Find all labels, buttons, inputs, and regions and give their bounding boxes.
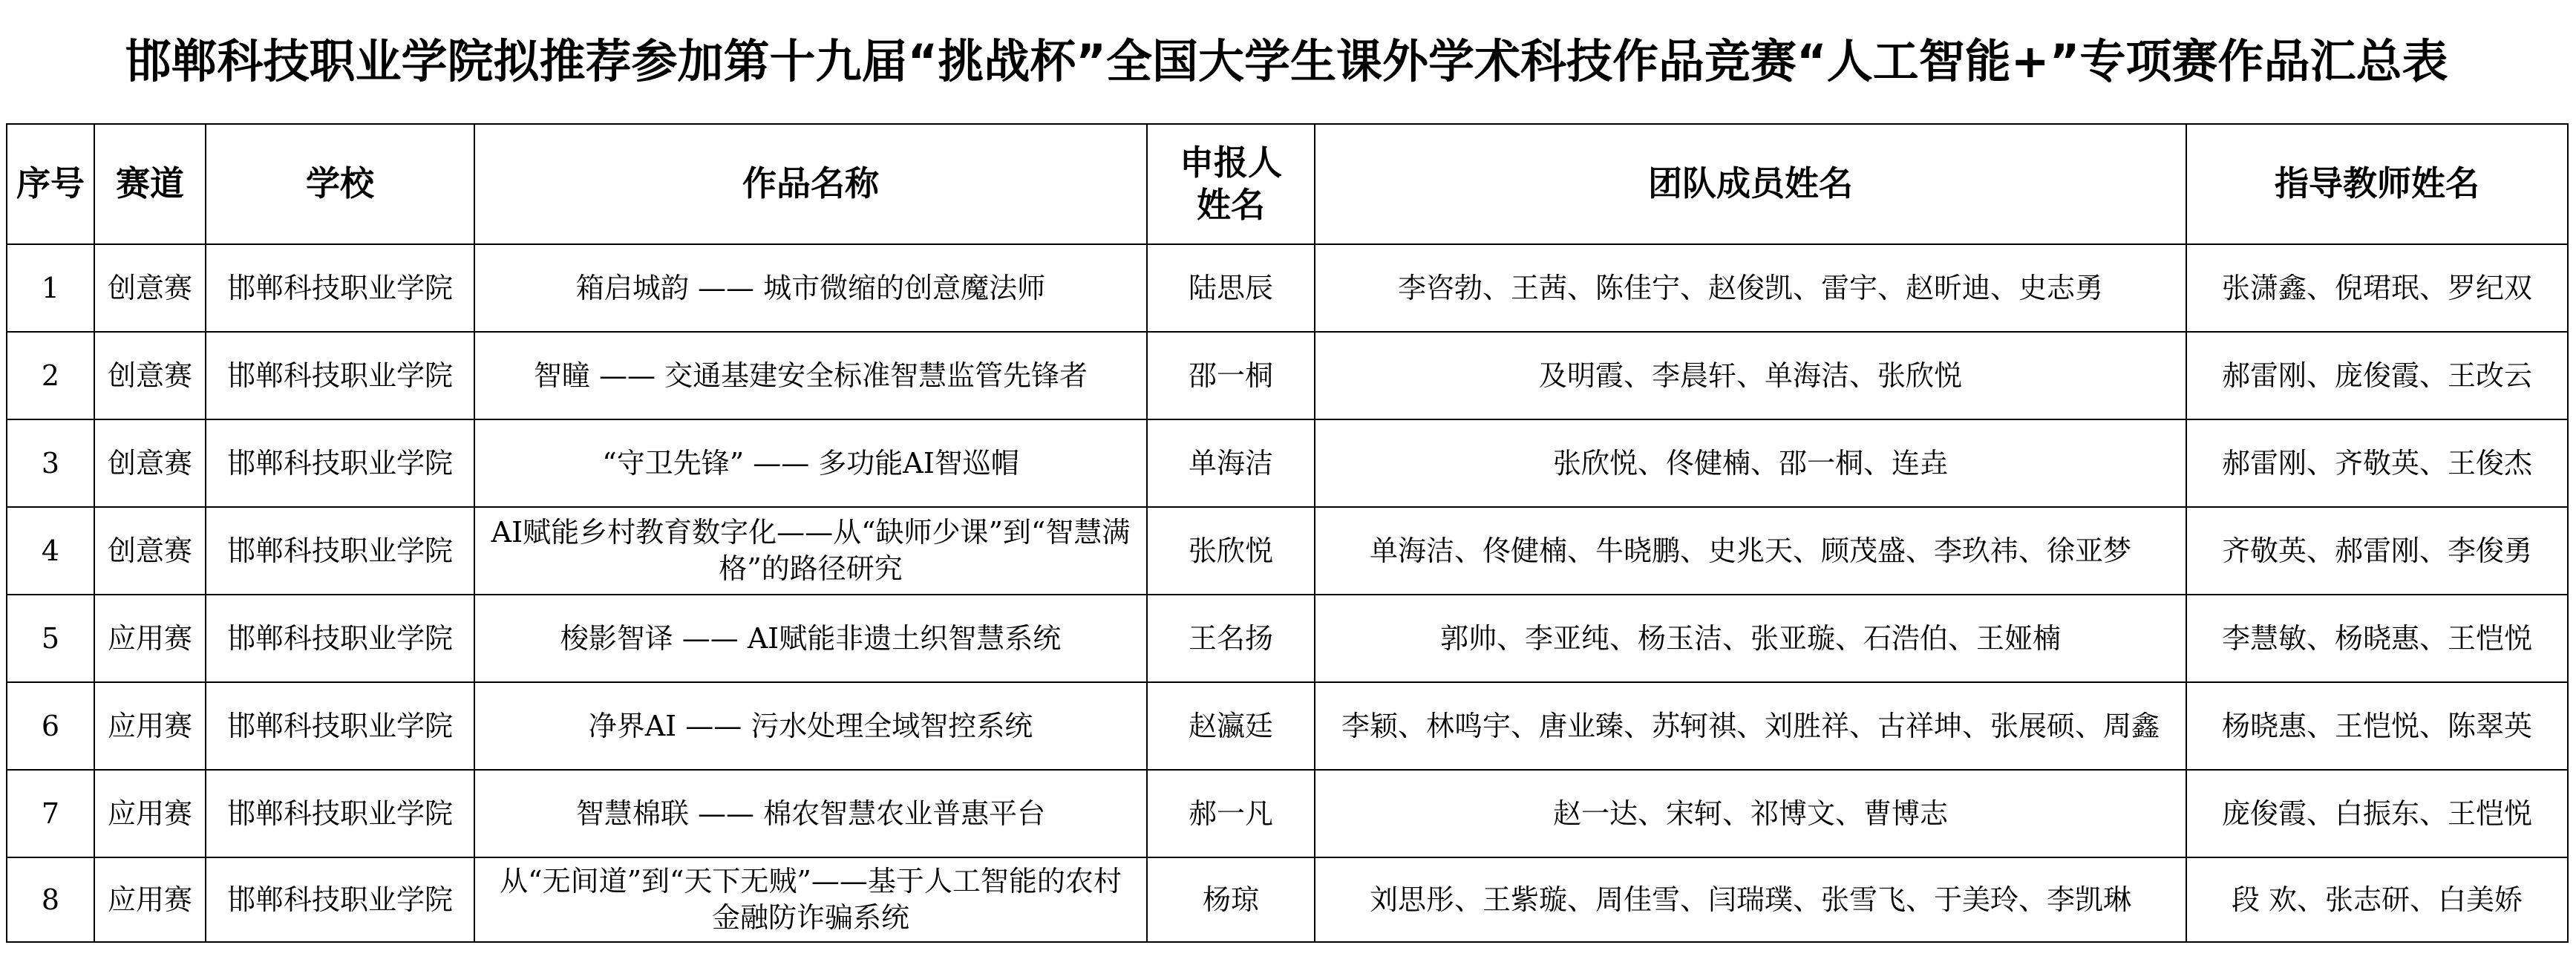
table-row xyxy=(7,857,2568,942)
cell-school: 邯郸科技职业学院 xyxy=(206,244,474,332)
cell-school: 邯郸科技职业学院 xyxy=(206,595,474,682)
cell-school: 邯郸科技职业学院 xyxy=(206,770,474,857)
cell-team: 刘思彤、王紫璇、周佳雪、闫瑞璞、张雪飞、于美玲、李凯琳 xyxy=(1315,857,2186,942)
table-row xyxy=(7,244,2568,332)
cell-index: 3 xyxy=(7,419,94,507)
cell-advisors: 郝雷刚、庞俊霞、王改云 xyxy=(2186,332,2568,419)
header-project: 作品名称 xyxy=(474,124,1147,244)
cell-index: 5 xyxy=(7,595,94,682)
cell-team: 张欣悦、佟健楠、邵一桐、连垚 xyxy=(1315,419,2186,507)
cell-project: “守卫先锋” —— 多功能AI智巡帽 xyxy=(474,419,1147,507)
cell-track: 应用赛 xyxy=(94,770,206,857)
cell-track: 应用赛 xyxy=(94,857,206,942)
cell-applicant: 陆思辰 xyxy=(1147,244,1315,332)
header-school: 学校 xyxy=(206,124,474,244)
cell-track: 创意赛 xyxy=(94,332,206,419)
header-index: 序号 xyxy=(7,124,94,244)
cell-applicant: 王名扬 xyxy=(1147,595,1315,682)
cell-project: 智慧棉联 —— 棉农智慧农业普惠平台 xyxy=(474,770,1147,857)
cell-project: 从“无间道”到“天下无贼”——基于人工智能的农村金融防诈骗系统 xyxy=(474,857,1147,942)
cell-track: 创意赛 xyxy=(94,419,206,507)
table-row xyxy=(7,332,2568,419)
cell-advisors: 庞俊霞、白振东、王恺悦 xyxy=(2186,770,2568,857)
cell-school: 邯郸科技职业学院 xyxy=(206,332,474,419)
cell-project: 智瞳 —— 交通基建安全标准智慧监管先锋者 xyxy=(474,332,1147,419)
header-applicant: 申报人姓名 xyxy=(1147,124,1315,244)
cell-index: 2 xyxy=(7,332,94,419)
cell-applicant: 邵一桐 xyxy=(1147,332,1315,419)
cell-advisors: 段 欢、张志研、白美娇 xyxy=(2186,857,2568,942)
cell-project: 梭影智译 —— AI赋能非遗土织智慧系统 xyxy=(474,595,1147,682)
table-row xyxy=(7,507,2568,595)
cell-team: 李咨勃、王茜、陈佳宁、赵俊凯、雷宇、赵昕迪、史志勇 xyxy=(1315,244,2186,332)
cell-index: 1 xyxy=(7,244,94,332)
table-row xyxy=(7,419,2568,507)
cell-track: 应用赛 xyxy=(94,682,206,770)
header-track: 赛道 xyxy=(94,124,206,244)
cell-team: 单海洁、佟健楠、牛晓鹏、史兆天、顾茂盛、李玖祎、徐亚梦 xyxy=(1315,507,2186,595)
spreadsheet xyxy=(6,0,2567,943)
page-title: 邯郸科技职业学院拟推荐参加第十九届“挑战杯”全国大学生课外学术科技作品竞赛“人工智能+”专项赛作品汇总表 xyxy=(125,34,2448,88)
cell-project: 箱启城韵 —— 城市微缩的创意魔法师 xyxy=(474,244,1147,332)
cell-index: 8 xyxy=(7,857,94,942)
cell-team: 李颖、林鸣宇、唐业臻、苏轲祺、刘胜祥、古祥坤、张展硕、周鑫 xyxy=(1315,682,2186,770)
cell-applicant: 赵瀛廷 xyxy=(1147,682,1315,770)
header-row xyxy=(7,124,2568,244)
cell-advisors: 张潇鑫、倪珺珉、罗纪双 xyxy=(2186,244,2568,332)
cell-index: 4 xyxy=(7,507,94,595)
cell-applicant: 张欣悦 xyxy=(1147,507,1315,595)
cell-track: 创意赛 xyxy=(94,507,206,595)
cell-advisors: 杨晓惠、王恺悦、陈翠英 xyxy=(2186,682,2568,770)
cell-team: 郭帅、李亚纯、杨玉洁、张亚璇、石浩伯、王娅楠 xyxy=(1315,595,2186,682)
cell-project: AI赋能乡村教育数字化——从“缺师少课”到“智慧满格”的路径研究 xyxy=(474,507,1147,595)
cell-index: 6 xyxy=(7,682,94,770)
cell-school: 邯郸科技职业学院 xyxy=(206,419,474,507)
cell-index: 7 xyxy=(7,770,94,857)
table-row xyxy=(7,682,2568,770)
table-row xyxy=(7,770,2568,857)
cell-advisors: 齐敬英、郝雷刚、李俊勇 xyxy=(2186,507,2568,595)
cell-applicant: 单海洁 xyxy=(1147,419,1315,507)
cell-advisors: 李慧敏、杨晓惠、王恺悦 xyxy=(2186,595,2568,682)
cell-school: 邯郸科技职业学院 xyxy=(206,682,474,770)
cell-project: 净界AI —— 污水处理全域智控系统 xyxy=(474,682,1147,770)
table-row xyxy=(7,595,2568,682)
header-team: 团队成员姓名 xyxy=(1315,124,2186,244)
cell-school: 邯郸科技职业学院 xyxy=(206,857,474,942)
cell-team: 及明霞、李晨轩、单海洁、张欣悦 xyxy=(1315,332,2186,419)
cell-track: 应用赛 xyxy=(94,595,206,682)
cell-track: 创意赛 xyxy=(94,244,206,332)
cell-school: 邯郸科技职业学院 xyxy=(206,507,474,595)
cell-advisors: 郝雷刚、齐敬英、王俊杰 xyxy=(2186,419,2568,507)
cell-team: 赵一达、宋轲、祁博文、曹博志 xyxy=(1315,770,2186,857)
cell-applicant: 郝一凡 xyxy=(1147,770,1315,857)
summary-table xyxy=(6,123,2569,943)
header-advisors: 指导教师姓名 xyxy=(2186,124,2568,244)
cell-applicant: 杨琼 xyxy=(1147,857,1315,942)
